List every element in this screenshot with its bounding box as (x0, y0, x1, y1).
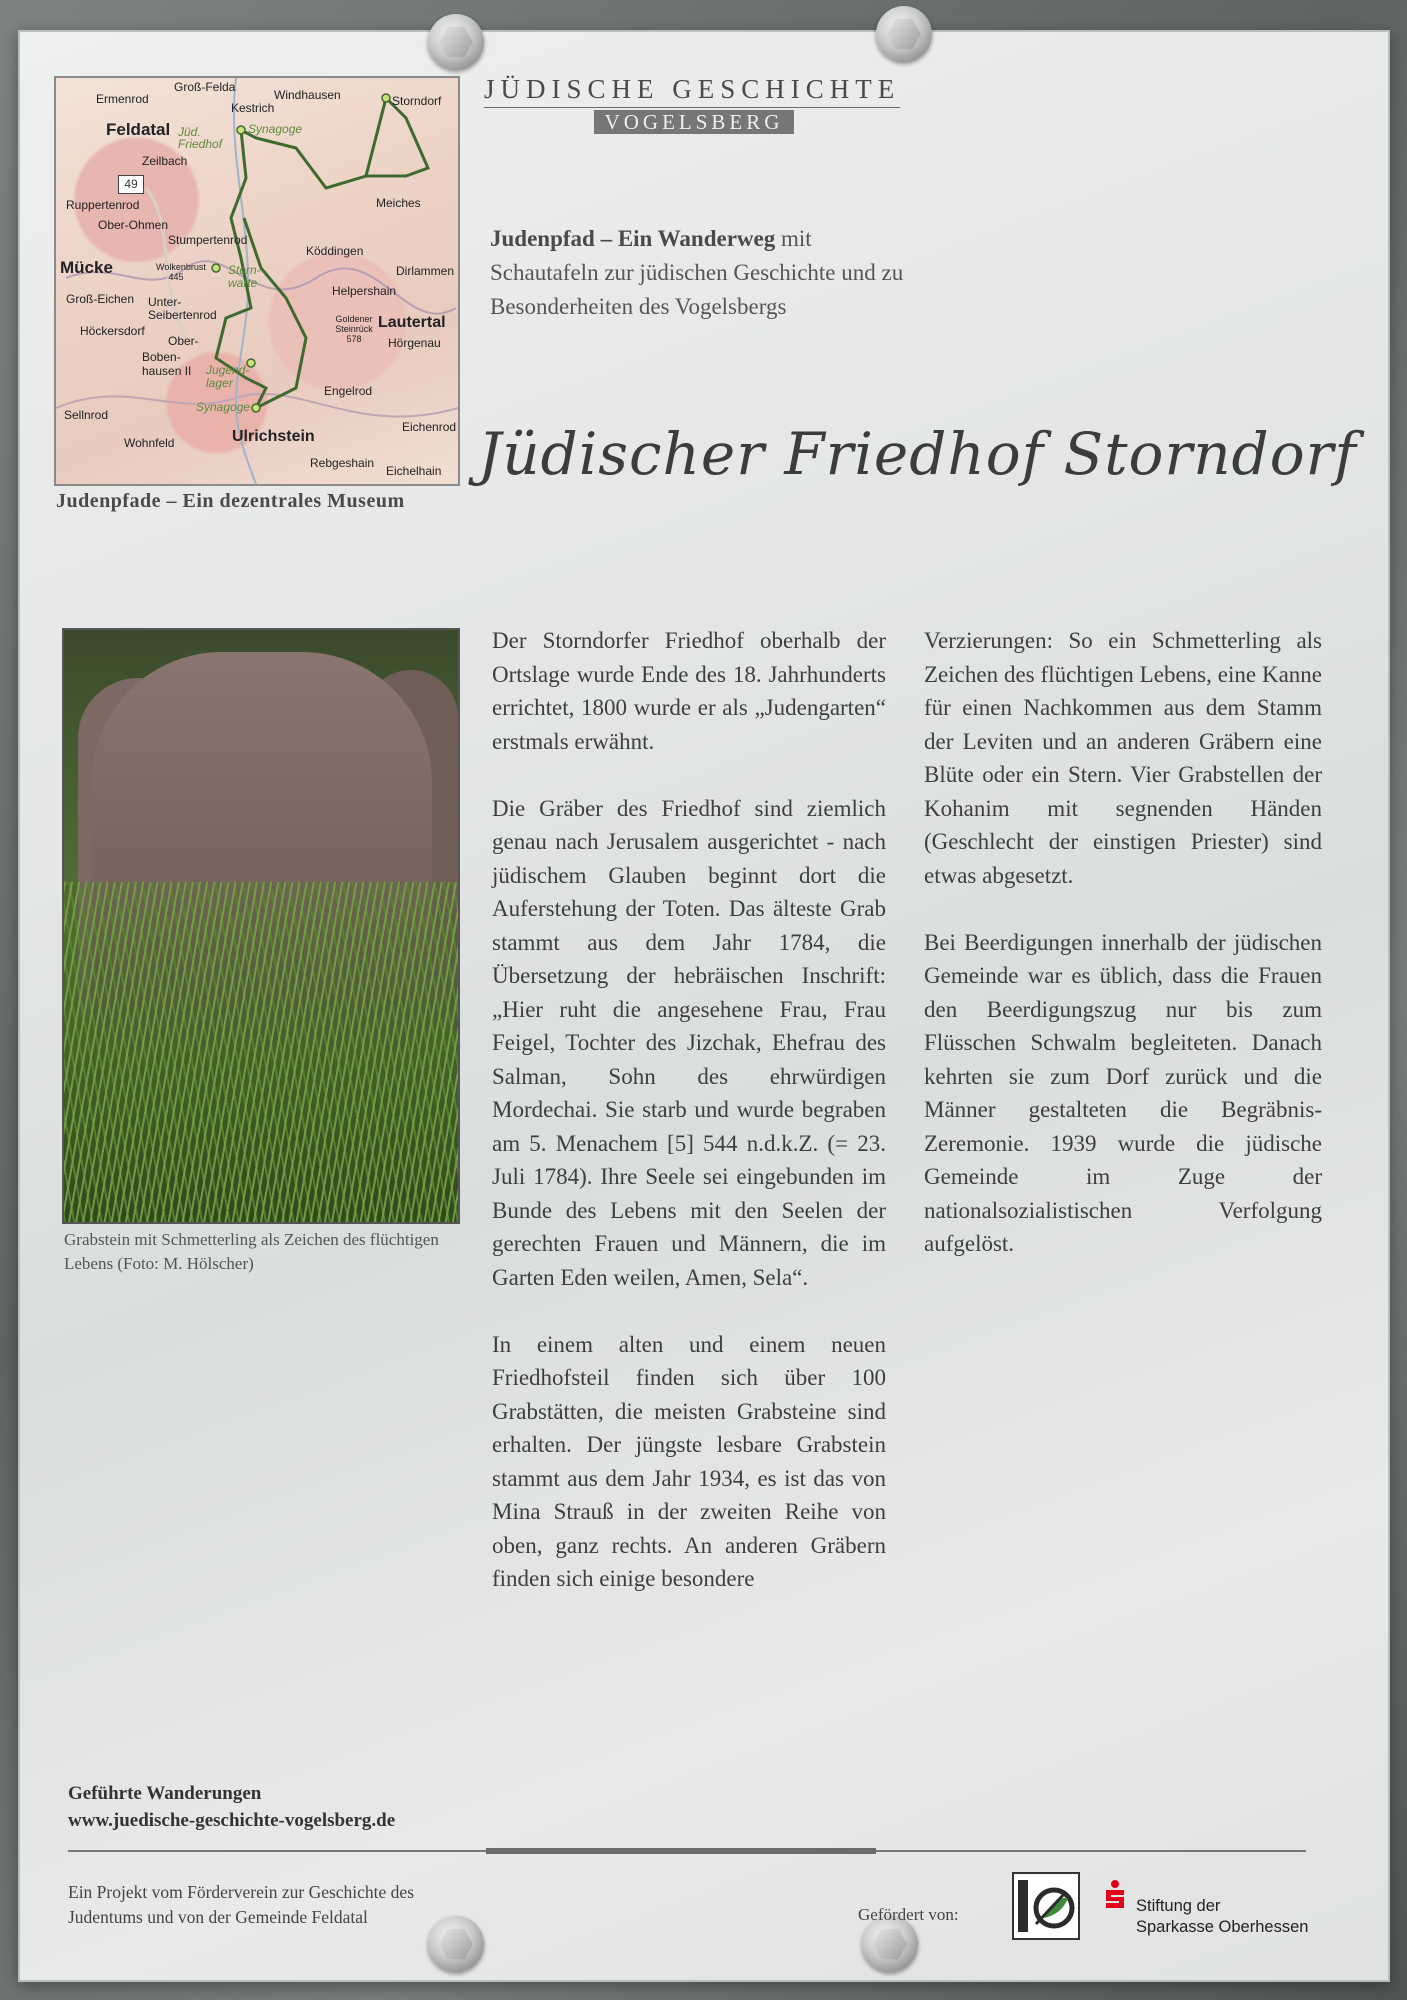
map-label: Ulrichstein (232, 428, 315, 445)
map-label: Zeilbach (142, 154, 188, 168)
map-label: Goldener Steinrück 578 (335, 314, 373, 344)
map-label: Kestrich (231, 101, 275, 115)
map-label: Ermenrod (96, 92, 149, 106)
map-label: Mücke (60, 258, 113, 277)
funded-by-label: Gefördert von: (858, 1905, 959, 1924)
paragraph: In einem alten und einem neuen Friedhofsteil finden sich über 100 Grabstätten, die meisten Grabsteine sind erhalten. Der jüngste lesbare Grabstein stammt aus dem Jahr 1934, es ist das von Mina Strauß in der zweiten Reihe von oben, ganz rechts. An anderen Gräbern finden sich einige besondere (492, 1331, 886, 1591)
sparkasse-icon (1104, 1880, 1126, 1910)
paragraph: Verzierungen: So ein Schmetterling als Zeichen des flüchtigen Lebens, eine Kanne für einen Nachkommen aus dem Stamm der Leviten und an anderen Gräbern eine Blüte oder ein Stern. Vier Grabstellen der Kohanim mit segnenden Händen (Geschlecht der einstigen Priester) sind etwas abgesetzt. (924, 628, 1322, 888)
paragraph: Der Storndorfer Friedhof oberhalb der Ortslage wurde Ende des 18. Jahrhunderts errichtet, 1800 wurde er als „Judengarten“ erstmals erwähnt. (492, 628, 886, 754)
guided-label: Geführte Wanderungen (68, 1783, 262, 1804)
map-label: Stern-warte (228, 263, 261, 290)
paragraph: Die Gräber des Friedhof sind ziemlich genau nach Jerusalem ausgerichtet - nach jüdischem Glauben beginnt dort die Auferstehung der Toten. Das älteste Grab stammt aus dem Jahr 1784, die Übersetzung der hebräischen Inschrift: „Hier ruht die angesehene Frau, Frau Feigel, Tochter des Jizchak, Ehefrau des Salman, Sohn des ehrwürdigen Mordechai. Sie starb und wurde begraben am 5. Menachem [5] 544 n.d.k.Z. (= 23. Juli 1784). Ihre Seele sei eingebunden im Bunde des Lebens mit den Seelen der gerechten Frauen und Männern, die im Garten Eden weilen, Amen, Sela“. (492, 795, 886, 1290)
map-label: Feldatal (106, 120, 171, 139)
map-label: Boben-hausen II (142, 350, 192, 378)
leader-icon (1014, 1874, 1078, 1938)
map-label: Jugend-lager (206, 363, 250, 390)
map-label: Hörgenau (388, 336, 441, 350)
paragraph: Bei Beerdigungen innerhalb der jüdischen Gemeinde war es üblich, dass die Frauen den Beerdigungszug nur bis zum Flüsschen Schwalm begleiteten. Danach kehrten sie zum Dorf zurück und die Männer gestalteten die Begräbnis-Zeremonie. 1939 wurde die jüdische Gemeinde im Zuge der nationalsozialistischen Verfolgung aufgelöst. (924, 929, 1322, 1256)
map-label: Groß-Eichen (66, 292, 135, 306)
gravestone-photo (62, 628, 460, 1224)
map-caption: Judenpfade – Ein dezentrales Museum (56, 490, 405, 512)
map-label: Lautertal (378, 314, 446, 331)
map-label: Unter-Seibertenrod (148, 295, 217, 322)
brand-logo (484, 74, 904, 134)
text-column-2 (924, 624, 1322, 1294)
guided-tours (68, 1780, 395, 1834)
road-number: 49 (118, 175, 144, 194)
map-label: Helpershain (332, 284, 397, 298)
bolt-icon (428, 14, 484, 70)
brand-subtitle: VOGELSBERG (594, 110, 794, 134)
project-note: Ein Projekt vom Förderverein zur Geschichte des Judentums und von der Gemeinde Feldatal (68, 1882, 415, 1927)
brand-title: JÜDISCHE GESCHICHTE (484, 74, 900, 108)
map-label: Eichelhain (386, 464, 442, 478)
text-column-1 (492, 624, 886, 1629)
map-label: Synagoge (248, 122, 303, 136)
map-label: Rebgeshain (310, 456, 375, 470)
map-label: Synagoge (196, 400, 251, 414)
map-label: Dirlammen (396, 264, 455, 278)
map-label: Wohnfeld (124, 436, 175, 450)
map-label: Höckersdorf (80, 324, 145, 338)
intro-text (490, 222, 910, 324)
website-link[interactable]: www.juedische-geschichte-vogelsberg.de (68, 1810, 396, 1831)
map-label: Wolkenbrust 445 (156, 262, 206, 282)
map-label: Köddingen (306, 244, 364, 258)
page-title: Jüdischer Friedhof Storndorf (478, 420, 1357, 488)
intro-bold: Judenpfad – Ein Wanderweg (490, 226, 776, 251)
photo-caption: Grabstein mit Schmetterling als Zeichen des flüchtigen Lebens (Foto: M. Hölscher) (64, 1230, 439, 1273)
map-label: Eichenrod (402, 420, 457, 434)
route-map (54, 76, 460, 486)
map-label: Ober-Ohmen (98, 218, 169, 232)
map-label: Storndorf (392, 94, 442, 108)
sparkasse-logo (1104, 1880, 1308, 1938)
intro-rest: mit Schautafeln zur jüdischen Geschichte und zu Besonderheiten des Vogelsbergs (490, 226, 904, 319)
leader-logo (1012, 1872, 1080, 1940)
bolt-icon (876, 6, 932, 62)
divider (486, 1848, 876, 1854)
map-label: Sellnrod (64, 408, 109, 422)
sparkasse-line1: Stiftung der (1136, 1897, 1221, 1915)
map-label: Meiches (376, 196, 421, 210)
map-label: Engelrod (324, 384, 373, 398)
map-label: Stumpertenrod (168, 233, 248, 247)
map-label: Jüd. Friedhof (178, 125, 223, 151)
sparkasse-line2: Sparkasse Oberhessen (1136, 1918, 1309, 1936)
map-label: Windhausen (274, 88, 341, 102)
sparkasse-text (1136, 1896, 1308, 1938)
map-label: Ruppertenrod (66, 198, 140, 212)
map-label: Groß-Felda (174, 80, 236, 94)
map-label: Ober- (168, 334, 199, 348)
